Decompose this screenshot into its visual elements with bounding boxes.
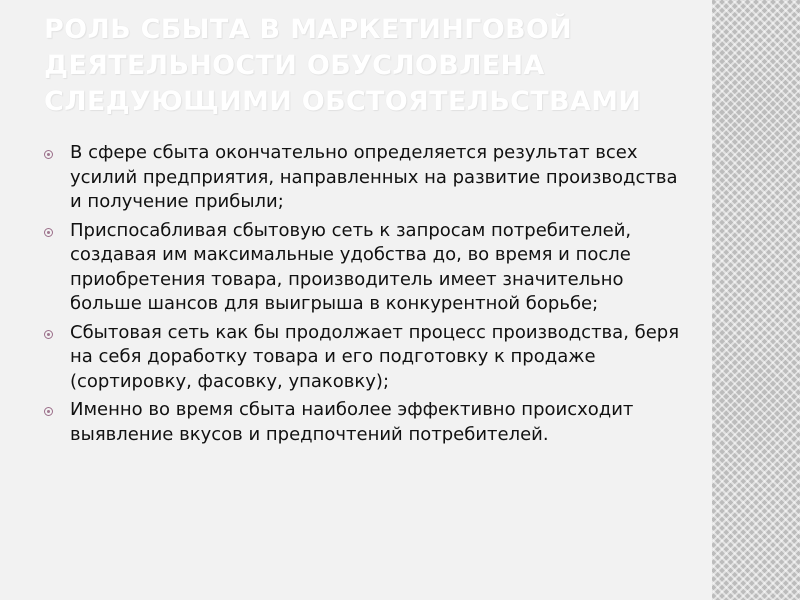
circle-bullet-icon	[44, 150, 53, 159]
bullet-text: В сфере сбыта окончательно определяется результат всех усилий предприятия, направленных на развитие производства и получение прибыли;	[70, 142, 678, 212]
bullet-item	[44, 398, 694, 447]
bullet-item	[44, 321, 694, 395]
bullet-text: Приспосабливая сбытовую сеть к запросам потребителей, создавая им максимальные удобства до, во время и после приобретения товара, производитель имеет значительно больше шансов для выигрыша в конкурентной борьбе;	[70, 219, 632, 314]
bullet-text: Именно во время сбыта наиболее эффективно происходит выявление вкусов и предпочтений потребителей.	[70, 399, 634, 445]
bullet-text: Сбытовая сеть как бы продолжает процесс производства, беря на себя доработку товара и его подготовку к продаже (сортировку, фасовку, упаковку);	[70, 321, 680, 392]
circle-bullet-icon	[44, 407, 53, 416]
bullet-item	[44, 219, 694, 317]
circle-bullet-icon	[44, 330, 53, 339]
slide-title: РОЛЬ СБЫТА В МАРКЕТИНГОВОЙ ДЕЯТЕЛЬНОСТИ ОБУСЛОВЛЕНА СЛЕДУЮЩИМИ ОБСТОЯТЕЛЬСТВАМИ	[44, 14, 642, 117]
bullet-list	[44, 141, 694, 451]
decorative-side-band	[712, 0, 800, 600]
bullet-item	[44, 141, 694, 215]
circle-bullet-icon	[44, 228, 53, 237]
